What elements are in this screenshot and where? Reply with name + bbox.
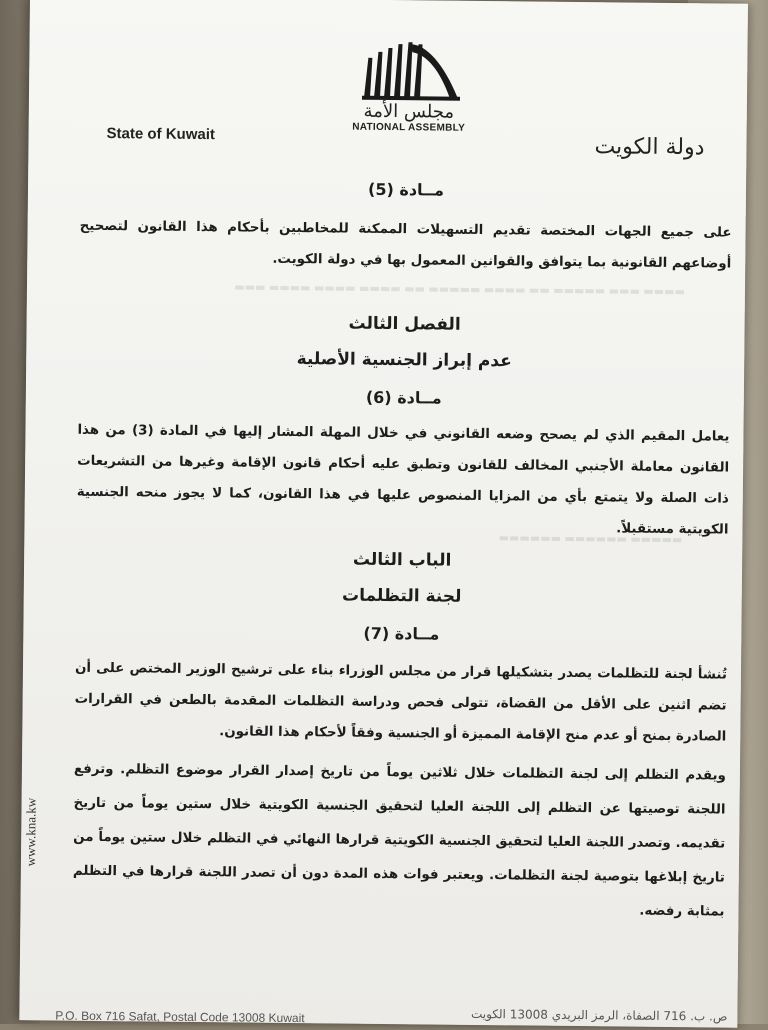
state-of-kuwait-arabic-label: دولة الكويت — [594, 134, 705, 161]
article-5-title: مــادة (5) — [367, 179, 445, 200]
footer-address-english: P.O. Box 716 Safat, Postal Code 13008 Kuwait — [55, 1008, 305, 1026]
bleed-through-text: ▬▬▬▬▬ ▬▬▬▬▬▬ ▬▬▬▬▬▬ — [498, 531, 683, 547]
article-7-paragraph-1: تُنشأ لجنة للتظلمات يصدر بتشكيلها قرار من مجلس الوزراء بناء على ترشيح الوزير المختص على أن تضم اثنين على الأقل من القضاة، تتولى فحص ودراسة التظلمات المقدمة بالطعن في القرارات الصادرة بمنح أو عدم منح الإقامة المميزة أو الجنسية وفقاً لأحكام هذا القانون. — [74, 660, 728, 745]
bleed-through-text: ▬▬▬▬ ▬▬▬ ▬▬▬▬▬ ▬▬ ▬▬▬▬ ▬▬▬▬▬ ▬▬ ▬▬▬▬ ▬▬▬▬ ▬▬▬▬ ▬▬▬ — [234, 280, 686, 299]
article-7-title: مــادة (7) — [363, 623, 440, 644]
website-url: www.kna.kw — [22, 797, 39, 867]
article-6-text: يعامل المقيم الذي لم يصحح وضعه القانوني في خلال المهلة المشار إليها في المادة (3) من هذا القانون معاملة الأجنبي المخالف للقانون وتطبق عليه أحكام قانون الإقامة وغيرها من التشريعات ذات الصلة ولا يتمتع بأي من المزايا المنصوص عليها في هذا القانون، كما لا يجوز منحه الجنسية الكويتية مستقبلاً. — [76, 422, 730, 538]
document-page — [19, 0, 748, 1028]
chapter-3-title: الفصل الثالث — [348, 313, 461, 335]
article-6-title: مــادة (6) — [365, 387, 442, 408]
footer-address-arabic: ص. ب. 716 الصفاة، الرمز البريدي 13008 الكويت — [470, 1006, 728, 1024]
state-of-kuwait-label: State of Kuwait — [106, 125, 216, 144]
national-assembly-logo — [338, 37, 479, 158]
article-7-paragraph-2: ويقدم التظلم إلى لجنة التظلمات خلال ثلاثين يوماً من تاريخ إصدار القرار موضوع التظلم. وترفع اللجنة توصيتها عن التظلم إلى اللجنة العليا لتحقيق الجنسية الكويتية خلال ستين يوماً من تاريخ تقديمه. وتصدر اللجنة العليا لتحقيق الجنسية الكويتية قرارها النهائي في التظلم خلال ستين يوماً من تاريخ إبلاغها بتوصية لجنة التظلمات. ويعتبر فوات هذه المدة دون أن تصدر اللجنة قرارها في التظلم بمثابة رفضه. — [72, 761, 726, 920]
part-3-subtitle: لجنة التظلمات — [341, 585, 462, 607]
part-3-title: الباب الثالث — [352, 549, 452, 571]
chapter-3-subtitle: عدم إبراز الجنسية الأصلية — [296, 349, 512, 372]
assembly-building-icon — [354, 38, 465, 103]
logo-english-text: NATIONAL ASSEMBLY — [352, 121, 466, 134]
article-5-text: على جميع الجهات المختصة تقديم التسهيلات الممكنة للمخاطبين بأحكام هذا القانون لتصحيح أوضاعهم القانونية بما يتوافق والقوانين المعمول بها في دولة الكويت. — [79, 218, 732, 272]
logo-arabic-text: مجلس الأمة — [363, 100, 455, 123]
